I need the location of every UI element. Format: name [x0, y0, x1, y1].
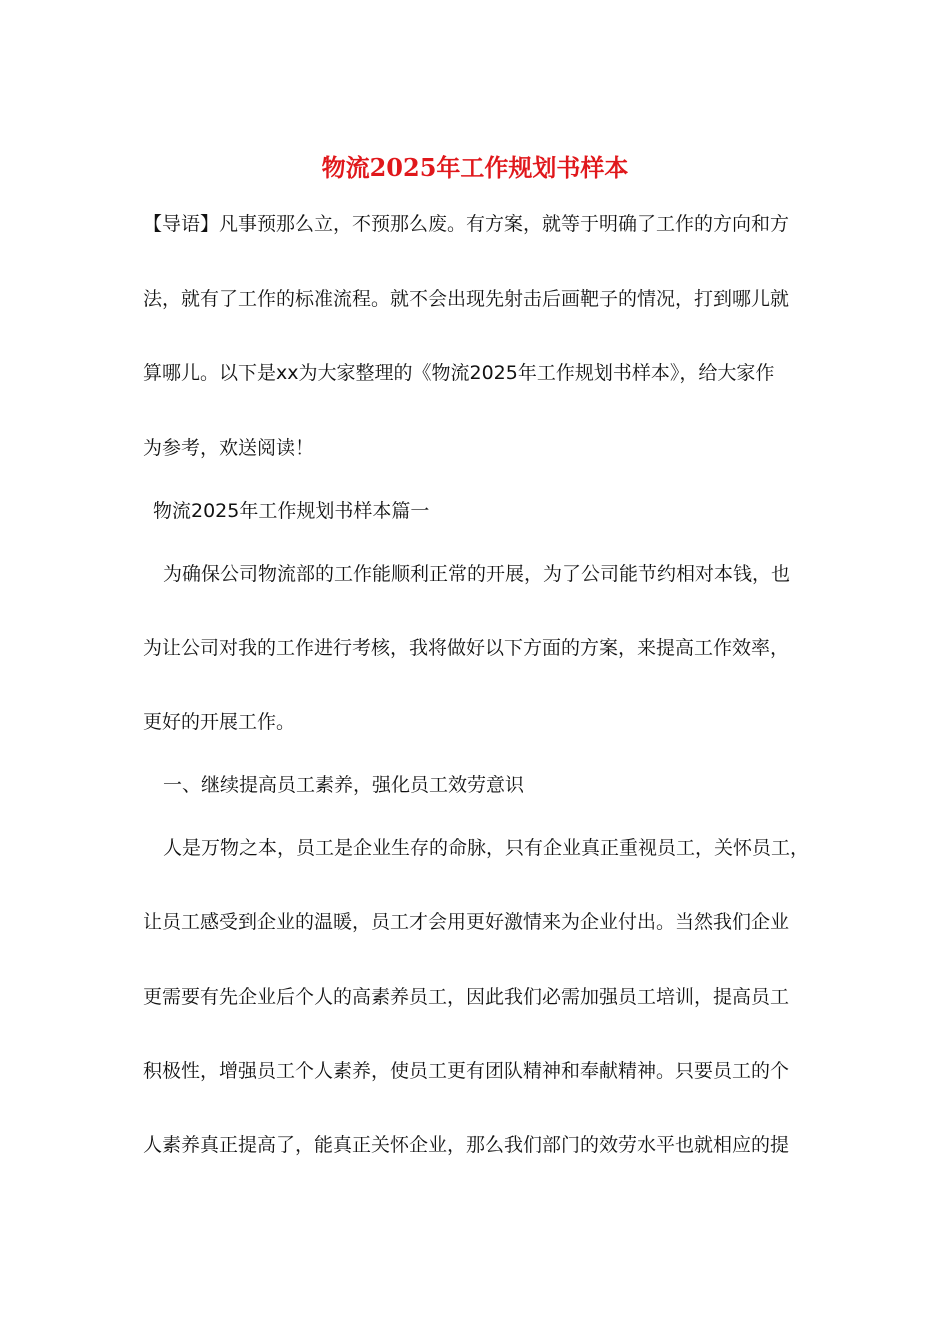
paragraph-2-line-4: 积极性，增强员工个人素养，使员工更有团队精神和奉献精神。只要员工的个 [143, 1060, 790, 1082]
subheading-1: 一、继续提高员工素养，强化员工效劳意识 [163, 774, 525, 796]
paragraph-2-line-2: 让员工感受到企业的温暖，员工才会用更好激情来为企业付出。当然我们企业 [143, 911, 790, 933]
intro-line-1: 【导语】凡事预那么立，不预那么废。有方案，就等于明确了工作的方向和方 [143, 213, 790, 235]
paragraph-2-line-3: 更需要有先企业后个人的高素养员工，因此我们必需加强员工培训，提高员工 [143, 986, 790, 1008]
paragraph-2-line-1: 人是万物之本，员工是企业生存的命脉，只有企业真正重视员工，关怀员工， [163, 837, 810, 859]
paragraph-1-line-1: 为确保公司物流部的工作能顺利正常的开展，为了公司能节约相对本钱，也 [163, 563, 791, 585]
paragraph-1-line-3: 更好的开展工作。 [143, 711, 296, 733]
intro-line-2: 法，就有了工作的标准流程。就不会出现先射击后画靶子的情况，打到哪儿就 [143, 288, 790, 310]
intro-line-4: 为参考，欢送阅读！ [143, 437, 315, 459]
section-heading: 物流2025年工作规划书样本篇一 [153, 500, 430, 522]
paragraph-1-line-2: 为让公司对我的工作进行考核，我将做好以下方面的方案，来提高工作效率， [143, 637, 790, 659]
paragraph-2-line-5: 人素养真正提高了，能真正关怀企业，那么我们部门的效劳水平也就相应的提 [143, 1134, 790, 1156]
intro-line-3: 算哪儿。以下是xx为大家整理的《物流2025年工作规划书样本》，给大家作 [143, 362, 775, 384]
document-title: 物流2025年工作规划书样本 [321, 153, 629, 182]
